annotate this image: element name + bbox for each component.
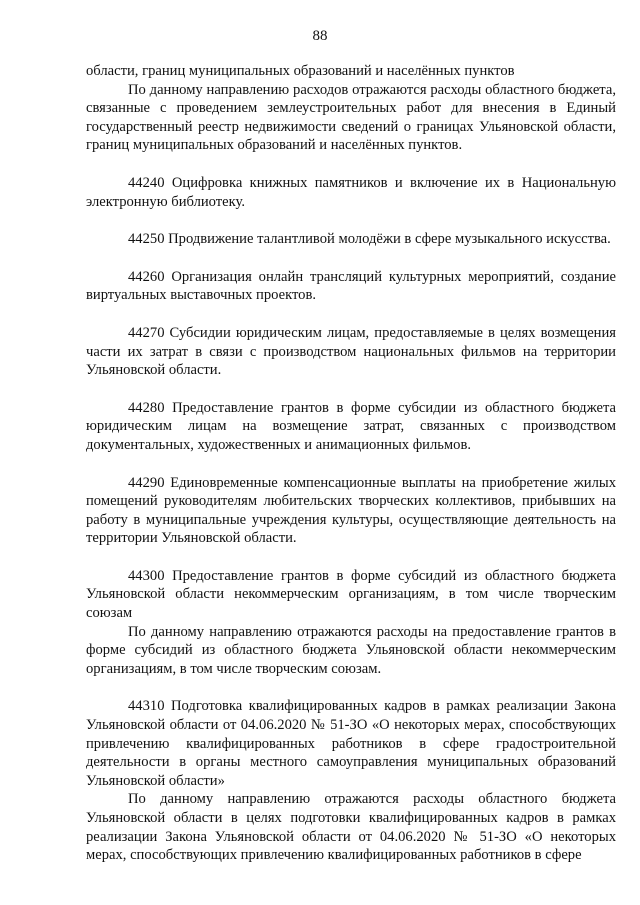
paragraph-description: По данному направлению расходов отражаются расходы областного бюджета, связанные с проведением землеустроительных работ для внесения в Единый государственный реестр недвижимости сведений о границах Ульяновской области, границ муниципальных образований и населённых пунктов. xyxy=(86,81,616,154)
paragraph-44300-description: По данному направлению отражаются расходы на предоставление грантов в форме субсидий из областного бюджета Ульяновской области некоммерческим организациям, в том числе творческим союзам. xyxy=(86,623,616,677)
paragraph-44300: 44300 Предоставление грантов в форме субсидий из областного бюджета Ульяновской области некоммерческим организациям, в том числе творческим союзам xyxy=(86,567,616,622)
paragraph-44260: 44260 Организация онлайн трансляций культурных мероприятий, создание виртуальных выставочных проектов. xyxy=(86,268,616,304)
paragraph-44270: 44270 Субсидии юридическим лицам, предоставляемые в целях возмещения части их затрат в связи с производством национальных фильмов на территории Ульяновской области. xyxy=(86,324,616,379)
paragraph-44240: 44240 Оцифровка книжных памятников и включение их в Национальную электронную библиотеку. xyxy=(86,174,616,210)
paragraph-44290: 44290 Единовременные компенсационные выплаты на приобретение жилых помещений руководителям любительских творческих коллективов, прибывших на работу в муниципальные учреждения культуры, осуществляющие деятельность на территории Ульяновской области. xyxy=(86,474,616,547)
paragraph-44310: 44310 Подготовка квалифицированных кадров в рамках реализации Закона Ульяновской области от 04.06.2020 № 51-ЗО «О некоторых мерах, способствующих привлечению квалифицированных работников в сфере градостроительной деятельности в органы местного самоуправления муниципальных образований Ульяновской области» xyxy=(86,698,616,789)
paragraph-44280: 44280 Предоставление грантов в форме субсидии из областного бюджета юридическим лицам на возмещение затрат, связанных с производством документальных, художественных и анимационных фильмов. xyxy=(86,399,616,453)
document-body xyxy=(86,62,616,865)
paragraph-44310-description: По данному направлению отражаются расходы областного бюджета Ульяновской области в целях подготовки квалифицированных кадров в рамках реализации Закона Ульяновской области от 04.06.2020 № 51-ЗО «О некоторых мерах, способствующих привлечению квалифицированных работников в сфере xyxy=(86,791,616,864)
page-number: 88 xyxy=(312,28,328,44)
paragraph-continuation: области, границ муниципальных образований и населённых пунктов xyxy=(86,63,515,79)
paragraph-44250: 44250 Продвижение талантливой молодёжи в сфере музыкального искусства. xyxy=(128,231,611,248)
